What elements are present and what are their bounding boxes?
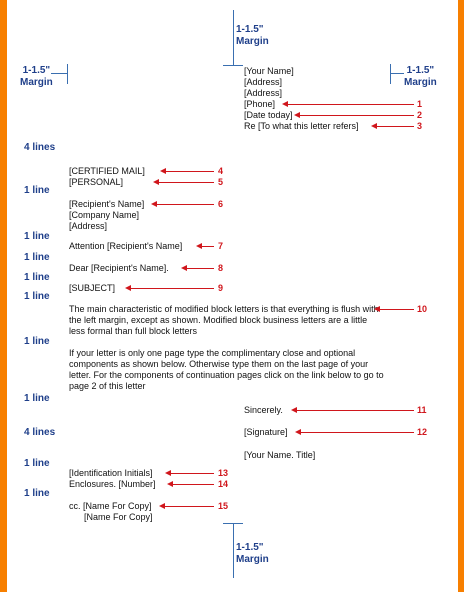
callout-arrow [159,182,214,183]
callout-number: 6 [218,199,224,209]
identification-initials: [Identification Initials] [69,468,153,478]
certified-mail-notation: [CERTIFIED MAIL] [69,166,145,176]
callout-number: 10 [417,304,428,314]
body-paragraph-1: The main characteristic of modified block letters is that everything is flush with the left margin, except as shown. Modified block business letters are a little less formal than full block letters [69,304,379,336]
subject-line: [SUBJECT] [69,283,116,293]
right-margin-line [390,73,404,74]
callout-arrow [157,204,214,205]
left-margin-line [51,73,67,74]
spacing-label-1-line: 1 line [24,458,50,469]
left-margin-value: 1-1.5" [22,65,51,76]
callout-number: 12 [417,427,428,437]
top-margin-label [236,24,269,48]
right-margin-text: Margin [404,77,437,88]
right-margin-tick [390,64,391,84]
left-margin-text: Margin [20,77,53,88]
left-margin-tick [67,64,68,84]
spacing-label-1-line: 1 line [24,272,50,283]
bottom-margin-label [236,542,269,566]
sender-name: [Your Name] [244,66,294,76]
top-margin-line [233,10,234,65]
salutation: Dear [Recipient's Name]. [69,263,169,273]
copy-recipient-2: [Name For Copy] [84,512,153,522]
spacing-label-1-line: 1 line [24,252,50,263]
callout-number: 13 [218,468,229,478]
callout-arrow [288,104,414,105]
bottom-margin-text: Margin [236,554,269,565]
spacing-label-1-line: 1 line [24,336,50,347]
right-margin-value: 1-1.5" [406,65,435,76]
copy-recipient-1: cc. [Name For Copy] [69,501,152,511]
callout-number: 4 [218,166,224,176]
sender-phone: [Phone] [244,99,276,109]
recipient-company: [Company Name] [69,210,140,220]
recipient-address: [Address] [69,221,108,231]
enclosures: Enclosures. [Number] [69,479,156,489]
signature: [Signature] [244,427,288,437]
sender-reference: Re [To what this letter refers] [244,121,359,131]
sender-address-1: [Address] [244,77,283,87]
spacing-label-1-line: 1 line [24,231,50,242]
callout-arrow [297,410,414,411]
callout-number: 1 [417,99,423,109]
letter-format-page [7,0,458,592]
callout-arrow [187,268,214,269]
callout-arrow [131,288,214,289]
callout-number: 9 [218,283,224,293]
callout-number: 2 [417,110,423,120]
callout-arrow [300,115,414,116]
complimentary-close: Sincerely. [244,405,283,415]
left-margin-label [20,65,53,89]
spacing-label-4-lines: 4 lines [24,142,56,153]
callout-arrow [165,506,214,507]
callout-number: 15 [218,501,229,511]
spacing-label-4-lines: 4 lines [24,427,56,438]
spacing-label-1-line: 1 line [24,393,50,404]
attention-line: Attention [Recipient's Name] [69,241,183,251]
name-and-title: [Your Name. Title] [244,450,316,460]
recipient-name: [Recipient's Name] [69,199,145,209]
callout-number: 8 [218,263,224,273]
callout-number: 3 [417,121,423,131]
right-margin-label [404,65,437,89]
callout-arrow [377,126,414,127]
sender-address-2: [Address] [244,88,283,98]
callout-number: 5 [218,177,224,187]
callout-number: 11 [417,405,427,415]
personal-notation: [PERSONAL] [69,177,124,187]
callout-arrow [301,432,414,433]
callout-arrow [380,309,414,310]
callout-arrow [173,484,214,485]
callout-arrow [166,171,214,172]
top-margin-text: Margin [236,36,269,47]
callout-arrow [202,246,214,247]
bottom-margin-line [233,523,234,578]
sender-date: [Date today] [244,110,293,120]
callout-number: 14 [218,479,229,489]
bottom-margin-value: 1-1.5" [236,542,264,553]
body-paragraph-2: If your letter is only one page type the complimentary close and optional components as shown below. Otherwise type them on the last page of your letter. For the components of continuation pages click on the link below to go to page 2 of this letter [69,348,384,391]
callout-number: 7 [218,241,224,251]
callout-arrow [171,473,214,474]
spacing-label-1-line: 1 line [24,291,50,302]
spacing-label-1-line: 1 line [24,185,50,196]
top-margin-tick [223,65,243,66]
spacing-label-1-line: 1 line [24,488,50,499]
top-margin-value: 1-1.5" [236,24,264,35]
